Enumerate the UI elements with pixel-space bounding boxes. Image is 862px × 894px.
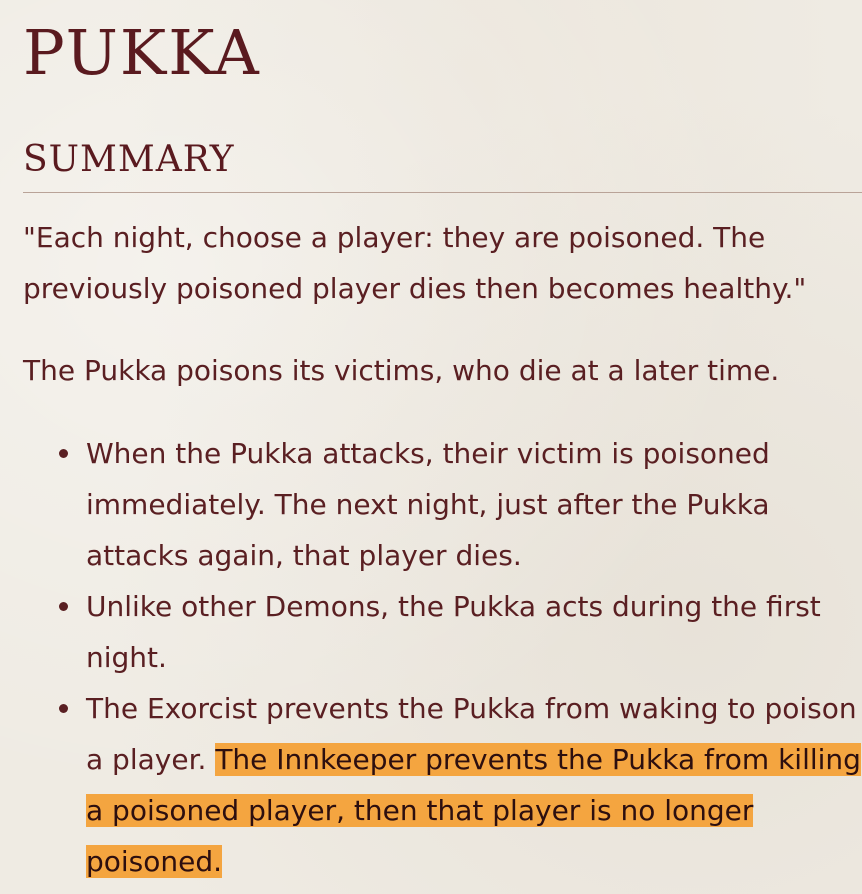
section-divider — [23, 192, 862, 193]
list-item — [86, 581, 861, 683]
list-item-text: When the Pukka attacks, their victim is poisoned immediately. The next night, just after the Pukka attacks again, that player dies. — [86, 437, 770, 572]
notes-list — [23, 428, 861, 887]
list-item — [86, 428, 861, 581]
ability-quote: "Each night, choose a player: they are poisoned. The previously poisoned player dies then becomes healthy." — [23, 221, 807, 305]
page-title: PUKKA — [23, 16, 261, 89]
intro-paragraph: The Pukka poisons its victims, who die at a later time. — [23, 354, 780, 387]
list-item-text: Unlike other Demons, the Pukka acts during the first night. — [86, 590, 821, 674]
list-item-text: The Exorcist prevents the Pukka from waking to poison a player. — [86, 692, 857, 776]
section-heading-summary: SUMMARY — [23, 139, 235, 180]
highlighted-text: The Innkeeper prevents the Pukka from killing a poisoned player, then that player is no longer poisoned. — [86, 743, 861, 878]
list-item — [86, 683, 861, 887]
